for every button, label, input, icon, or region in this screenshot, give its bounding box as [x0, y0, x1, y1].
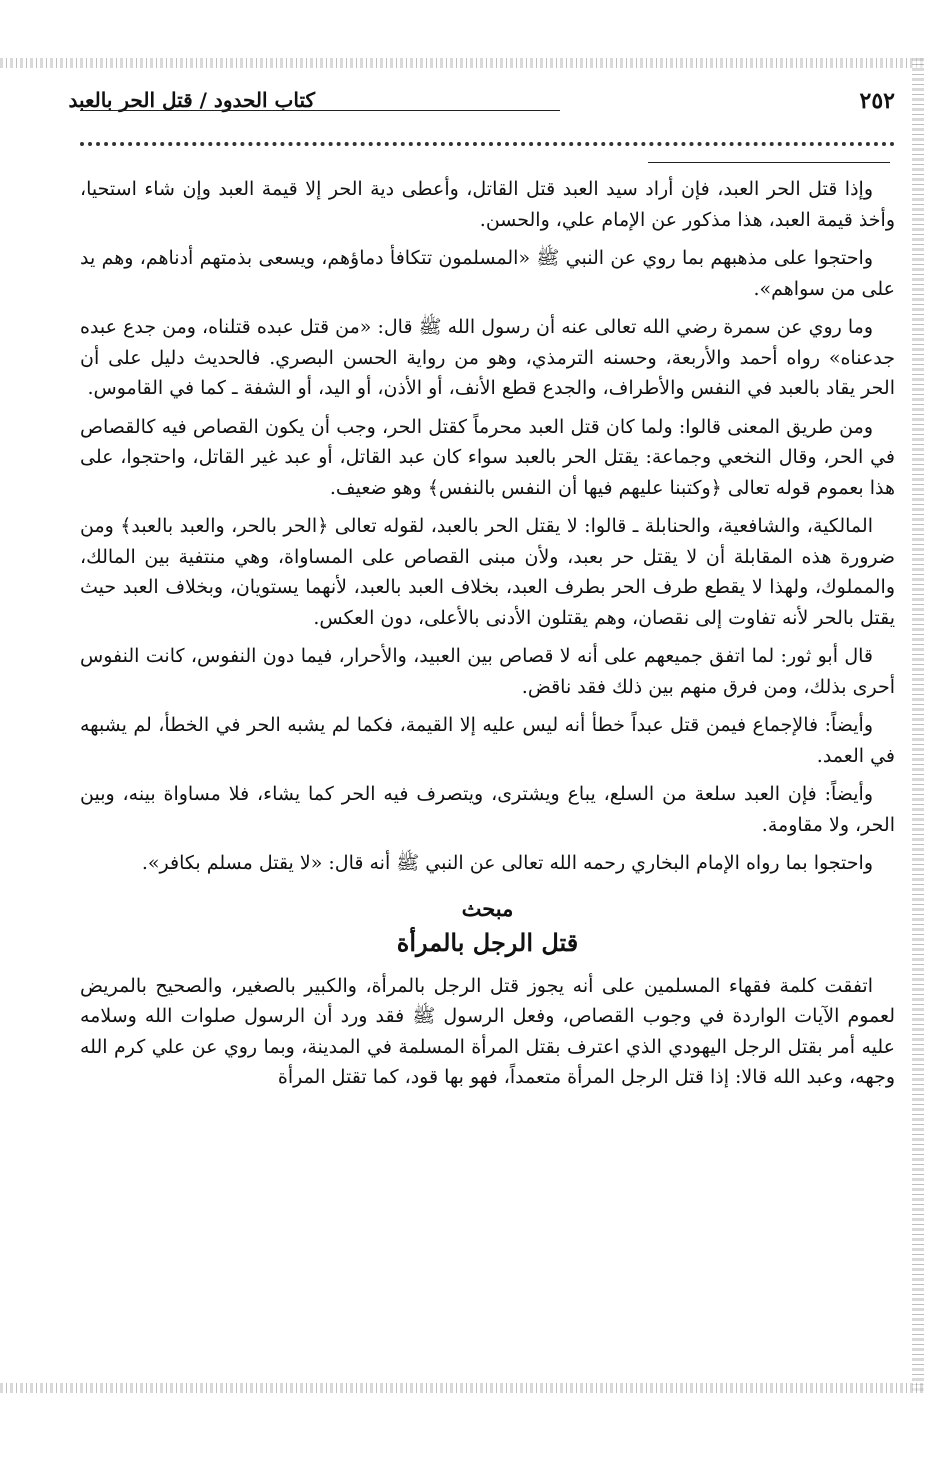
page-number: ٢٥٢: [859, 88, 895, 114]
header-rule: [80, 110, 560, 111]
running-title: كتاب الحدود / قتل الحر بالعبد: [68, 88, 315, 112]
paragraph: المالكية، والشافعية، والحنابلة ـ قالوا: لا يقتل الحر بالعبد، لقوله تعالى ﴿الحر بالحر، والعبد بالعبد﴾ ومن ضرورة هذه المقابلة أن لا يقتل حر بعبد، ولأن مبنى القصاص على المساواة، وهي منتفية بين المالك، والمملوك، ولهذا لا يقطع طرف الحر بطرف العبد، بخلاف العبد بالعبد، لأنهما يستويان، وبخلاف العبد حيث يقتل بالحر لأنه تفاوت إلى نقصان، وهم يقتلون الأدنى بالأعلى، دون العكس.: [80, 515, 895, 629]
paragraph: واحتجوا على مذهبهم بما روي عن النبي ﷺ «المسلمون تتكافأ دماؤهم، ويسعى بذمتهم أدناهم، وهم يد على من سواهم».: [80, 247, 895, 300]
paragraph: قال أبو ثور: لما اتفق جميعهم على أنه لا قصاص بين العبيد، والأحرار، فيما دون النفوس، كانت النفوس أحرى بذلك، ومن فرق منهم بين ذلك فقد ناقض.: [80, 645, 895, 698]
decorative-border-right: [912, 58, 924, 1393]
paragraph: وإذا قتل الحر العبد، فإن أراد سيد العبد قتل القاتل، وأعطى دية الحر إلا قيمة العبد وإن شاء استحيا، وأخذ قيمة العبد، هذا مذكور عن الإمام علي، والحسن.: [80, 178, 895, 231]
short-divider: [648, 162, 890, 163]
page-header: [68, 88, 895, 128]
paragraph: ومن طريق المعنى قالوا: ولما كان قتل العبد محرماً كقتل الحر، وجب أن يكون القصاص فيه كالقصاص في الحر، وقال النخعي وجماعة: يقتل الحر بالعبد سواء كان عبد القاتل، أو عبد غير القاتل، واحتجوا، على هذا بعموم قوله تعالى ﴿وكتبنا عليهم فيها أن النفس بالنفس﴾ وهو ضعيف.: [80, 415, 895, 499]
paragraph: وما روي عن سمرة رضي الله تعالى عنه أن رسول الله ﷺ قال: «من قتل عبده قتلناه، ومن جدع عبده جدعناه» رواه أحمد والأربعة، وحسنه الترمذي، وهو من رواية الحسن البصري. فالحديث دليل على أن الحر يقاد بالعبد في النفس والأطراف، والجدع قطع الأنف، أو الأذن، أو اليد، أو الشفة ـ كما في القاموس.: [80, 316, 895, 399]
decorative-border-top: [0, 58, 925, 68]
paragraph: واحتجوا بما رواه الإمام البخاري رحمه الله تعالى عن النبي ﷺ أنه قال: «لا يقتل مسلم بكافر».: [141, 852, 873, 874]
paragraph: وأيضاً: فالإجماع فيمن قتل عبداً خطأ أنه ليس عليه إلا القيمة، فكما لم يشبه الحر في الخطأ، لم يشبهه في العمد.: [80, 714, 895, 767]
paragraph: وأيضاً: فإن العبد سلعة من السلع، يباع ويشترى، ويتصرف فيه الحر كما يشاء، فلا مساواة بينه، وبين الحر، ولا مقاومة.: [80, 783, 895, 836]
decorative-border-bottom: [0, 1383, 925, 1393]
body-text: [80, 174, 895, 1101]
paragraph: اتفقت كلمة فقهاء المسلمين على أنه يجوز قتل الرجل بالمرأة، والكبير بالصغير، والصحيح بالمريض لعموم الآيات الواردة في وجوب القصاص، وفعل الرسول ﷺ فقد ورد أن الرسول صلوات الله وسلامه عليه أمر بقتل الرجل اليهودي الذي اعترف بقتل المرأة المسلمة في المدينة، وبما روي عن علي كرم الله وجهه، وعبد الله قالا: إذا قتل الرجل المرأة متعمداً، فهو بها قود، كما تقتل المرأة: [80, 974, 895, 1088]
section-heading: [80, 893, 895, 961]
section-label: مبحث: [461, 895, 514, 921]
section-title: قتل الرجل بالمرأة: [396, 927, 579, 957]
dotted-divider: [80, 142, 895, 146]
